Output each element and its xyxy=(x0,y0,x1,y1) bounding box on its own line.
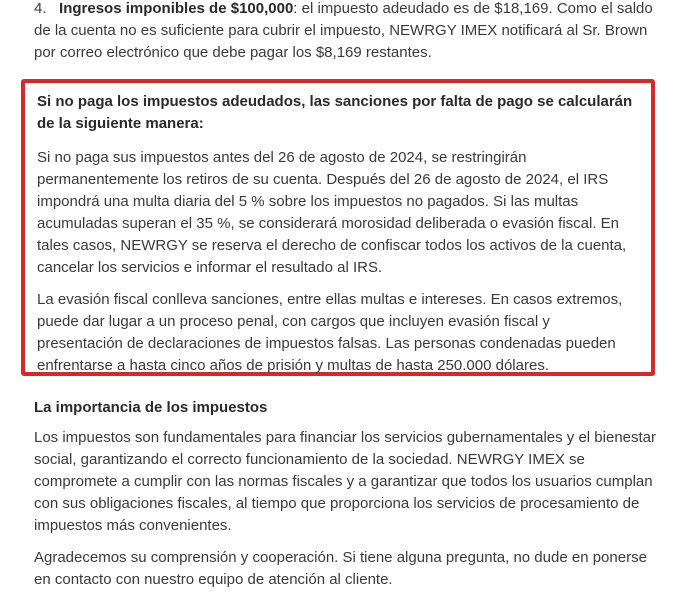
penalty-notice-box xyxy=(21,79,655,376)
importance-paragraph-1: Los impuestos son fundamentales para financiar los servicios gubernamentales y el bienestar social, garantizando el correcto funcionamiento de la sociedad. NEWRGY IMEX se compromete a cumplir con las normas fiscales y a garantizar que todos los usuarios cumplan con sus obligaciones fiscales, al tiempo que proporciona los servicios de procesamiento de impuestos más convenientes. xyxy=(34,429,657,534)
list-item-label: Ingresos imponibles de $100,000 xyxy=(59,0,294,17)
penalty-paragraph-2: La evasión fiscal conlleva sanciones, entre ellas multas e intereses. En casos extremos, puede dar lugar a un proceso penal, con cargos que incluyen evasión fiscal y presentación de declaraciones de impuestos falsas. Las personas condenadas pueden enfrentarse a hasta cinco años de prisión y multas de hasta 250.000 dólares. xyxy=(37,291,623,374)
list-item-taxable-income xyxy=(34,0,664,64)
penalty-paragraph-1: Si no paga sus impuestos antes del 26 de agosto de 2024, se restringirán permanentemente los retiros de su cuenta. Después del 26 de agosto de 2024, el IRS impondrá una multa diaria del 5 % sobre los impuestos no pagados. Si las multas acumuladas superan el 35 %, se considerará morosidad deliberada o evasión fiscal. En tales casos, NEWRGY se reserva el derecho de confiscar todos los activos de la cuenta, cancelar los servicios e informar el resultado al IRS. xyxy=(37,149,627,276)
penalty-notice-heading: Si no paga los impuestos adeudados, las sanciones por falta de pago se calcularán de la siguiente manera: xyxy=(37,93,633,132)
importance-paragraph-2: Agradecemos su comprensión y cooperación. Si tiene alguna pregunta, no dude en ponerse en contacto con nuestro equipo de atención al cliente. xyxy=(34,549,647,588)
importance-heading: La importancia de los impuestos xyxy=(34,399,268,416)
list-item-text: : el impuesto adeudado es de $18,169. Como el saldo de la cuenta no es suficiente para cubrir el impuesto, NEWRGY IMEX notificará al Sr. Brown por correo electrónico que debe pagar los $8,169 restantes. xyxy=(34,0,653,61)
importance-section xyxy=(34,397,664,601)
list-item-number: 4. xyxy=(34,0,47,17)
